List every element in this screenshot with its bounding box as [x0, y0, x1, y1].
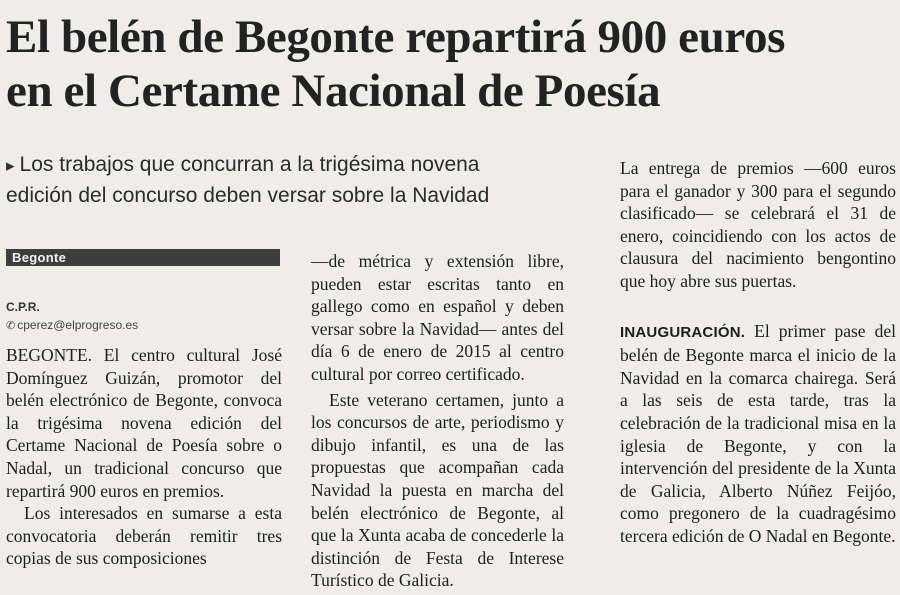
headline-line-2: en el Certame Nacional de Poesía — [6, 65, 661, 117]
at-icon: ✆ — [6, 320, 16, 332]
body-column-2 — [311, 250, 564, 592]
section-label-bar — [6, 249, 280, 266]
paragraph: Este veterano certamen, junto a los concursos de arte, periodismo y dibujo infantil, es una de las propuestas que acompañan cada Navidad la puesta en marcha del belén electrónico de Begonte, al que la Xunta acaba de concederle la distinción de Festa de Interese Turístico de Galicia. — [311, 389, 564, 591]
email-text: cperez@elprogreso.es — [17, 318, 139, 332]
paragraph: INAUGURACIÓN. El primer pase del belén de Begonte marca el inicio de la Navidad en la comarca chairega. Será a las seis de esta tarde, tras la celebración de la tradicional misa en la iglesia de Begonte, y con la intervención del presidente de la Xunta de Galicia, Alberto Núñez Feijóo, como pregonero de la cuadragésimo tercera edición de O Nadal en Begonte. — [620, 320, 896, 546]
section-kicker: INAUGURACIÓN. — [620, 323, 746, 341]
paragraph: BEGONTE. El centro cultural José Domínguez Guizán, promotor del belén electrónico de Begonte, convoca la trigésima novena edición del Certame Nacional de Poesía sobre o Nadal, un tradicional concurso que repartirá 900 euros en premios. — [6, 345, 282, 501]
subhead-line-1: ▸ Los trabajos que concurran a la trigésima novena — [6, 153, 480, 176]
byline: C.P.R. — [6, 300, 40, 314]
section-label: Begonte — [12, 250, 67, 265]
paragraph: La entrega de premios —600 euros para el ganador y 300 para el segundo clasificado— se celebrará el 31 de enero, coincidiendo con los actos de clausura del nacimiento bengontino que hoy abre sus puertas. — [620, 158, 896, 291]
body-column-1 — [6, 344, 282, 570]
body-column-3 — [620, 157, 896, 548]
headline — [6, 10, 886, 118]
paragraph: —de métrica y extensión libre, pueden estar escritas tanto en gallego como en español y deben versar sobre la Navidad— antes del día 6 de enero de 2015 al centro cultural por correo certificado. — [311, 251, 564, 384]
headline-line-1: El belén de Begonte repartirá 900 euros — [6, 11, 785, 63]
author-email — [6, 318, 138, 332]
triangle-marker-icon: ▸ — [6, 156, 15, 175]
paragraph: Los interesados en sumarse a esta convocatoria deberán remitir tres copias de sus composiciones — [6, 503, 282, 569]
subhead-line-2: edición del concurso deben versar sobre la Navidad — [6, 184, 490, 207]
subheadline — [6, 150, 596, 211]
